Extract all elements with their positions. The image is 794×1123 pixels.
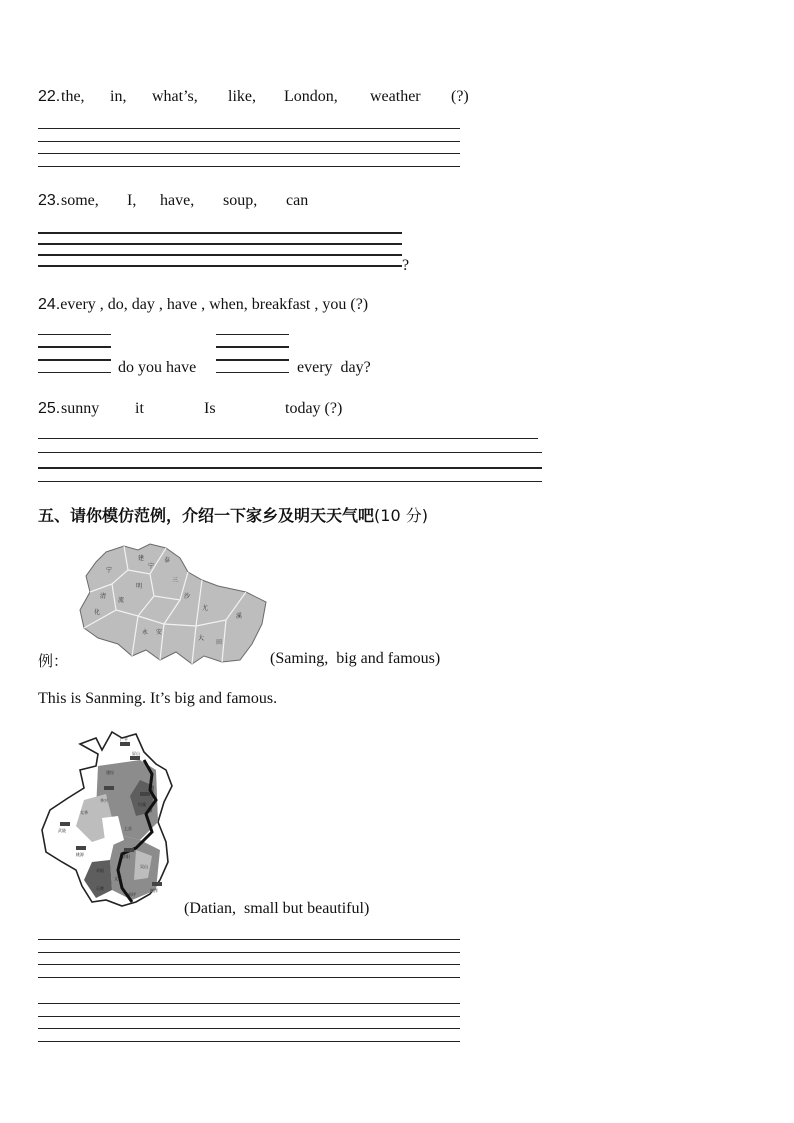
- map-label: 大: [198, 635, 205, 642]
- answer-line: [38, 232, 402, 234]
- word-chip: in,: [110, 88, 127, 105]
- map-label: 石牌: [96, 886, 104, 891]
- answer-line: [38, 481, 542, 482]
- answer-line: [38, 939, 460, 940]
- answer-line: [38, 1028, 460, 1029]
- question-23: [38, 192, 338, 212]
- sentence-middle-text: do you have: [118, 359, 197, 376]
- answer-blank-24a[interactable]: [38, 334, 112, 374]
- answer-line: [38, 346, 111, 348]
- word-chip: London,: [284, 88, 338, 105]
- answer-line: [38, 977, 460, 978]
- answer-line: [38, 1041, 460, 1042]
- map-label: 建: [138, 555, 145, 562]
- word-chip: what’s,: [152, 88, 198, 105]
- map-label: 三: [172, 577, 179, 584]
- map-label: 尤: [202, 605, 209, 612]
- word-chip: today (?): [285, 400, 343, 417]
- map-label: 沙: [184, 593, 191, 600]
- datian-map-image: [40, 730, 176, 912]
- section-title: 五、请你模仿范例，介绍一下家乡及明天天气吧: [38, 506, 375, 525]
- answer-line: [216, 372, 289, 373]
- map-label: 化: [94, 609, 101, 616]
- question-prompt: every , do, day , have , when, breakfast , you (?): [60, 296, 369, 313]
- question-25: [38, 400, 378, 420]
- map-label: 广平: [120, 737, 128, 742]
- answer-line: [216, 359, 289, 361]
- map-label: 永: [142, 629, 149, 636]
- question-number: 25.: [38, 400, 61, 417]
- word-chip: sunny: [61, 400, 100, 417]
- word-chip: I,: [127, 192, 137, 209]
- answer-line: [38, 141, 460, 142]
- example-sentence: This is Sanming. It’s big and famous.: [38, 690, 278, 707]
- map-label: 太华: [80, 810, 88, 815]
- section-5-heading: [38, 503, 428, 526]
- map-label: 武陵: [58, 828, 66, 833]
- answer-lines-23[interactable]: [38, 232, 418, 272]
- question-number: 23.: [38, 192, 61, 209]
- answer-blank-24b[interactable]: [216, 334, 290, 374]
- word-chip: soup,: [223, 192, 258, 209]
- map-label: 溪: [236, 613, 243, 620]
- map-label: 安: [156, 629, 163, 636]
- map-label: 济阳: [122, 854, 130, 859]
- answer-line: [38, 359, 111, 361]
- word-chip: have,: [160, 192, 195, 209]
- map-label: 屏山: [132, 751, 140, 756]
- map-label: 前坪: [128, 892, 136, 897]
- answer-line: [38, 153, 460, 154]
- answer-line: [38, 1003, 460, 1004]
- answer-line: [38, 1016, 460, 1017]
- word-chip: weather: [370, 88, 421, 105]
- map-label: 吴山: [140, 864, 148, 869]
- map-label: 清: [100, 593, 107, 600]
- answer-line: [38, 128, 460, 129]
- question-number: 22.: [38, 88, 61, 105]
- answer-line: [216, 334, 289, 335]
- answer-line: [38, 254, 402, 256]
- word-chip: (?): [451, 88, 469, 105]
- answer-line: [38, 166, 460, 167]
- writing-lines-group-2[interactable]: [38, 1003, 460, 1043]
- answer-line: [38, 964, 460, 965]
- sanming-map-image: [76, 540, 272, 666]
- question-22: [38, 88, 498, 108]
- answer-line: [38, 452, 542, 453]
- word-chip: the,: [61, 88, 85, 105]
- map-label: 华兴: [100, 798, 108, 803]
- example-label: 例：: [38, 652, 69, 670]
- map-label: 文江: [114, 876, 122, 881]
- map-label: 宁: [148, 563, 155, 570]
- example-hint: (Saming, big and famous): [270, 650, 441, 667]
- map-label: 谢洋: [150, 888, 158, 893]
- map-label: 流: [118, 597, 125, 604]
- map-label: 上京: [124, 826, 132, 831]
- map-label: 桃源: [76, 852, 84, 857]
- answer-lines-25[interactable]: [38, 438, 544, 484]
- answer-line: [38, 243, 402, 245]
- map-label: 均溪: [138, 802, 146, 807]
- answer-line: [38, 265, 402, 267]
- answer-line: [38, 952, 460, 953]
- map-label: 田: [216, 639, 223, 646]
- word-chip: Is: [204, 400, 216, 417]
- answer-line: [38, 334, 111, 335]
- map-label: 宁: [106, 567, 113, 574]
- question-24: [38, 296, 368, 314]
- writing-lines-group-1[interactable]: [38, 939, 460, 979]
- answer-lines-22[interactable]: [38, 128, 460, 168]
- task-hint: (Datian, small but beautiful): [184, 900, 370, 917]
- word-chip: can: [286, 192, 309, 209]
- answer-line: [216, 346, 289, 348]
- map-label: 泰: [164, 557, 171, 564]
- map-label: 明: [136, 583, 143, 590]
- question-number: 24.: [38, 296, 61, 313]
- question-mark: ?: [402, 257, 410, 274]
- sentence-end-text: every day?: [297, 359, 371, 376]
- map-label: 建设: [106, 770, 114, 775]
- word-chip: it: [135, 400, 144, 417]
- word-chip: like,: [228, 88, 256, 105]
- answer-line: [38, 467, 542, 469]
- answer-line: [38, 372, 111, 373]
- word-chip: some,: [61, 192, 99, 209]
- map-label: 奇韬: [96, 868, 104, 873]
- section-points: (10 分): [374, 506, 428, 525]
- answer-line: [38, 438, 538, 439]
